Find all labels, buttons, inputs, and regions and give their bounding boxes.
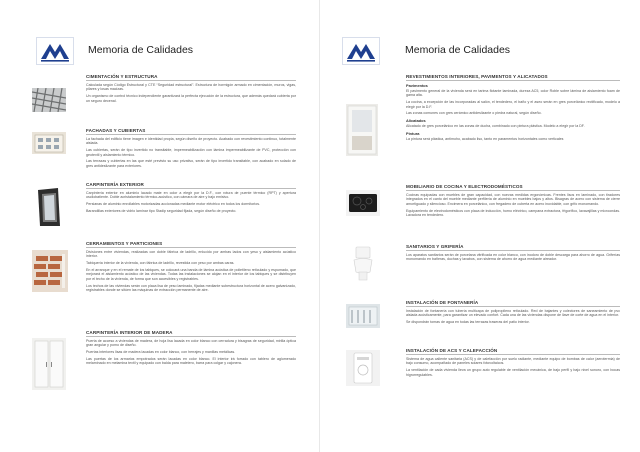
subsection-title: Pintura (406, 131, 420, 136)
section-paragraph: Equipamiento de electrodomésticos con placa de inducción, horno eléctrico, campana extractora, frigorífico, lavavajillas y microondas. Lavadora en tendedero. (406, 208, 620, 218)
facade-image (32, 132, 66, 154)
section-title: CARPINTERÍA INTERIOR DE MADERA (86, 330, 296, 337)
section-paragraph: La ventilación de cada vivienda lleva un grupo auto regulable de ventilación mecánica, de bajo perfil y bajo nivel sonoro, con bocas higrorregulables. (406, 368, 620, 377)
interior-tiles-image (346, 104, 378, 156)
section-facades (86, 128, 296, 171)
section-partitions (86, 241, 296, 295)
section-paragraph: Las cubiertas, serán de tipo invertido no transitable, impermeabilización con lámina impermeabilizante de PVC, protección con geotextil y aislamiento térmico. (86, 148, 296, 157)
section-title: INSTALACIÓN DE ACS Y CALEFACCIÓN (406, 348, 620, 355)
section-paragraph: En el arranque y en el remate de los tabiques, se colocará una banda de lámina acústica de polietileno reticulado y espumado, que mejorará el aislamiento acústico de las viviendas. Todas las instalaciones se alojan en el interior de los tabiques y se distribuyen por el techo de la vivienda, de forma que son accesibles y registrables. (86, 268, 296, 281)
section-paragraph: Las terrazas y cubiertas en las que esté previsto su uso privativo, serán de tipo invertido transitable, con acabado en solado de gres antideslizante para exteriores. (86, 159, 296, 168)
induction-hob-image (346, 190, 380, 216)
company-logo (342, 37, 380, 65)
heating-unit-image (346, 350, 380, 386)
subsection-title: Alicatados (406, 118, 426, 124)
section-hot-water-heating (406, 348, 620, 379)
section-title: SANITARIOS Y GRIFERÍA (406, 244, 620, 251)
section-paragraph: Los techos de las viviendas serán con placa lisa de yeso laminado, fijadas mediante subestructura horizontal de acero galvanizado, registrables donde se sitúen las máquinas de extracción permanente de aire. (86, 283, 296, 293)
section-exterior-carpentry (86, 182, 296, 216)
section-interior-carpentry (86, 330, 296, 368)
section-paragraph: Sistema de agua caliente sanitaria (ACS) y de calefacción por suelo radiante, mediante equipo de bombas de calor (aerotermia) de bajo consumo, acompañado de paneles solares fotovoltaicos. (406, 357, 620, 366)
section-paragraph: Alicatado de gres porcelánico en las zonas de ducha, combinado con pintura plástica. Modelo a elegir por la DF. (406, 124, 585, 129)
page-title: Memoria de Calidades (88, 44, 194, 56)
section-paragraph: La cocina, a excepción de las incorporadas al salón, el tendedero, el baño y el aseo serán en gres porcelánico rectificado, modelo a elegir por la D.F. (406, 100, 620, 109)
toilet-image (348, 244, 378, 284)
section-paragraph: La pintura será plástica, antimoho, acabado liso, tanto en paramentos horizontales como verticales (406, 137, 564, 141)
window-profile-image (32, 186, 66, 228)
section-paragraph: Cocinas equipadas con muebles de gran capacidad, con nuevas medidas ergonómicas. Frentes lisos en laminado, con tiradores integrados en el canto del mueble mediante perfilería de aluminio en muebles bajos y altos. Bisagras de acero con sistema de cierre amortiguado y silencioso. Encimera en porcelánico, con fregadero de cuberta en acero inoxidable, con grifo monomando. (406, 193, 620, 206)
plumbing-image (346, 304, 380, 328)
section-paragraph: La fachada del edificio tiene imagen e identidad propia, según diseño de proyecto. Acabado con revestimiento continuo, totalmente aislada. (86, 137, 296, 146)
section-paragraph: Calculada según Código Estructural y CTE “Seguridad estructural”. Estructura de hormigón armado en cimentación, muros, vigas, pilares y losas macizas. (86, 83, 296, 92)
section-paragraph: El pavimento general de la vivienda será en tarima flotante laminada, dureza AC5, color Roble sobre lámina de aislamiento foam de gama alta. (406, 89, 620, 98)
section-paragraph: Las zonas comunes con gres cerámico antideslizante o piedra natural, según diseño. (406, 111, 542, 116)
section-title: FACHADAS Y CUBIERTAS (86, 128, 296, 135)
section-title: REVESTIMIENTOS INTERIORES, PAVIMENTOS Y ALICATADOS (406, 74, 620, 81)
section-paragraph: Las puertas de los armarios empotrados serán lacadas en color blanco. El interior irá forrado con tablero de aglomerado melaminado en melamina textil y equipado con balda para maletero, barra para colgar y cajonera. (86, 357, 296, 366)
section-sanitary (406, 244, 620, 264)
brick-wall-image (32, 250, 68, 292)
section-paragraph: Los aparatos sanitarios serán de porcelana vitrificada en color blanco, con inodoro de doble descarga para ahorro de agua. Griferías monomando en bañeras, duchas y lavabos, con sistema de ahorro de agua mediante aireador. (406, 253, 620, 262)
section-paragraph: Tabiquería interior de la vivienda, con fábrica de ladrillo, revestida con yeso por ambas caras. (86, 261, 235, 266)
section-title: MOBILIARIO DE COCINA Y ELECTRODOMÉSTICOS (406, 184, 620, 191)
section-paragraph: Se dispondrán tomas de agua en todas las terrazas traseras del patio interior. (406, 320, 530, 325)
section-paragraph: Un organismo de control técnico independiente garantizará la perfecta ejecución de la estructura, que además quedará cubierta por un seguro decenal. (86, 94, 296, 103)
section-title: CERRAMIENTOS Y PARTICIONES (86, 241, 296, 248)
section-paragraph: Divisiones entre viviendas, realizadas con doble fábrica de ladrillo, enlucido por ambas lados con yeso y aislamiento acústico interior. (86, 250, 296, 259)
section-paragraph: Puerta de acceso a viviendas de madera, de hoja lisa lacada en color blanco con cerradura y bisagras de seguridad, mirilla óptica gran angular y pomo de diseño. (86, 339, 296, 348)
section-paragraph: Persianas de aluminio enrollables motorizadas accionadas mediante motor eléctrico en todos los dormitorios. (86, 202, 260, 207)
section-title: CARPINTERÍA EXTERIOR (86, 182, 296, 189)
section-paragraph: Barandillas exteriores de vidrio laminar tipo Stadip seguridad fijada, según diseño de proyecto. (86, 209, 237, 213)
wardrobe-doors-image (32, 338, 66, 390)
section-paragraph: Carpintería exterior en aluminio lacado mate en color a elegir por la D.F., con rotura de puente térmico (RPT) y apertura oscilobatiente. Doble acristalamiento térmico-acústico, con cámara de aire y bajo emisivo. (86, 191, 296, 200)
section-kitchen (406, 184, 620, 220)
section-paragraph: Puertas interiores lisas de madera lacadas en color blanco, con herrajes y manillas metálicas. (86, 350, 236, 355)
company-logo (36, 37, 74, 65)
section-paragraph: Instalación de fontanería con tubería multicapa de polipropileno reticulado. Red de bajantes y colectores de saneamiento de pvc aislada acústicamente, para garantizar un elevado confort. Cada una de las viviendas dispone de llave de corte de agua en el interior. (406, 309, 620, 318)
section-structure (86, 74, 296, 105)
page-title: Memoria de Calidades (405, 44, 511, 56)
subsection-title: Pavimentos (406, 83, 428, 88)
structure-rebar-image (32, 88, 66, 112)
section-title: CIMENTACIÓN Y ESTRUCTURA (86, 74, 296, 81)
section-plumbing (406, 300, 620, 327)
section-finishes (406, 74, 620, 144)
right-page (320, 0, 640, 452)
section-title: INSTALACIÓN DE FONTANERÍA (406, 300, 620, 307)
